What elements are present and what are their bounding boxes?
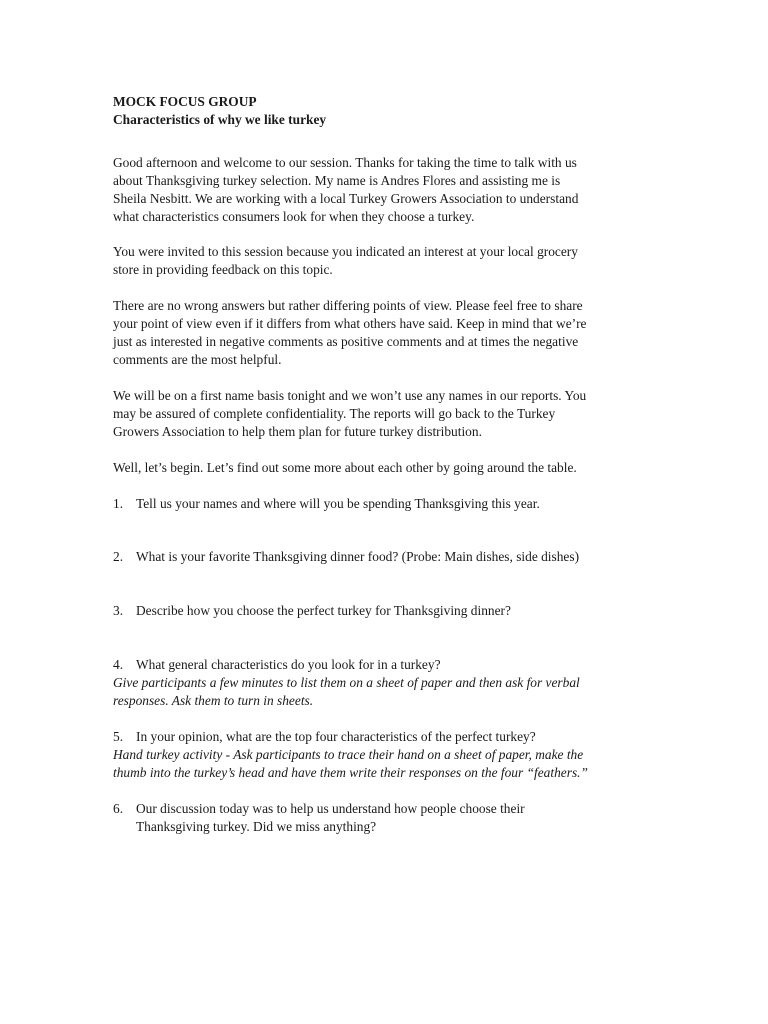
note-line: Give participants a few minutes to list them on a sheet of paper and then ask for verbal <box>113 675 580 691</box>
facilitator-note-5 <box>113 746 673 782</box>
text-line: Good afternoon and welcome to our session. Thanks for taking the time to talk with us <box>113 154 577 170</box>
question-text: Tell us your names and where will you be spending Thanksgiving this year. <box>136 495 540 511</box>
text-line: comments are the most helpful. <box>113 351 282 367</box>
text-line: Sheila Nesbitt. We are working with a local Turkey Growers Association to understand <box>113 190 579 206</box>
question-number: 1. <box>113 495 124 511</box>
text-line: store in providing feedback on this topic. <box>113 262 333 278</box>
question-text: Thanksgiving turkey. Did we miss anything? <box>136 818 377 834</box>
text-line: You were invited to this session because you indicated an interest at your local grocery <box>113 244 578 260</box>
text-line: about Thanksgiving turkey selection. My name is Andres Flores and assisting me is <box>113 172 561 188</box>
intro-paragraph-welcome <box>113 154 673 226</box>
intro-paragraph-no-wrong-answers <box>113 297 673 369</box>
question-number: 4. <box>113 657 124 673</box>
text-line: what characteristics consumers look for when they choose a turkey. <box>113 208 475 224</box>
text-line: We will be on a first name basis tonight and we won’t use any names in our reports. You <box>113 387 587 403</box>
text-line: There are no wrong answers but rather differing points of view. Please feel free to share <box>113 298 583 314</box>
question-2 <box>113 548 673 566</box>
question-6 <box>113 800 673 836</box>
document-subtitle: Characteristics of why we like turkey <box>113 111 327 127</box>
question-number: 2. <box>113 549 124 565</box>
question-number: 5. <box>113 728 124 744</box>
text-line: may be assured of complete confidentiality. The reports will go back to the Turkey <box>113 405 556 421</box>
question-3 <box>113 602 673 620</box>
text-line: Growers Association to help them plan for future turkey distribution. <box>113 423 482 439</box>
facilitator-note-4 <box>113 674 673 710</box>
question-text: Describe how you choose the perfect turkey for Thanksgiving dinner? <box>136 603 511 619</box>
text-line: Well, let’s begin. Let’s find out some more about each other by going around the table. <box>113 459 577 475</box>
question-text: What general characteristics do you look for in a turkey? <box>136 657 441 673</box>
question-text: In your opinion, what are the top four characteristics of the perfect turkey? <box>136 728 536 744</box>
text-line: just as interested in negative comments as positive comments and at times the negative <box>113 334 579 350</box>
note-line: thumb into the turkey’s head and have them write their responses on the four “feathers.” <box>113 764 588 780</box>
question-5 <box>113 728 673 746</box>
intro-paragraph-invited <box>113 243 673 279</box>
note-line: Hand turkey activity - Ask participants to trace their hand on a sheet of paper, make the <box>113 746 584 762</box>
text-line: your point of view even if it differs from what others have said. Keep in mind that we’re <box>113 316 587 332</box>
question-text: What is your favorite Thanksgiving dinner food? (Probe: Main dishes, side dishes) <box>136 549 580 565</box>
question-number: 3. <box>113 603 124 619</box>
note-line: responses. Ask them to turn in sheets. <box>113 693 314 709</box>
question-text: Our discussion today was to help us understand how people choose their <box>136 800 525 816</box>
question-4 <box>113 656 673 674</box>
document-page <box>113 93 673 835</box>
document-title: MOCK FOCUS GROUP <box>113 94 257 109</box>
intro-paragraph-confidentiality <box>113 387 673 441</box>
question-number: 6. <box>113 800 124 816</box>
intro-paragraph-begin <box>113 459 673 477</box>
question-1 <box>113 495 673 513</box>
